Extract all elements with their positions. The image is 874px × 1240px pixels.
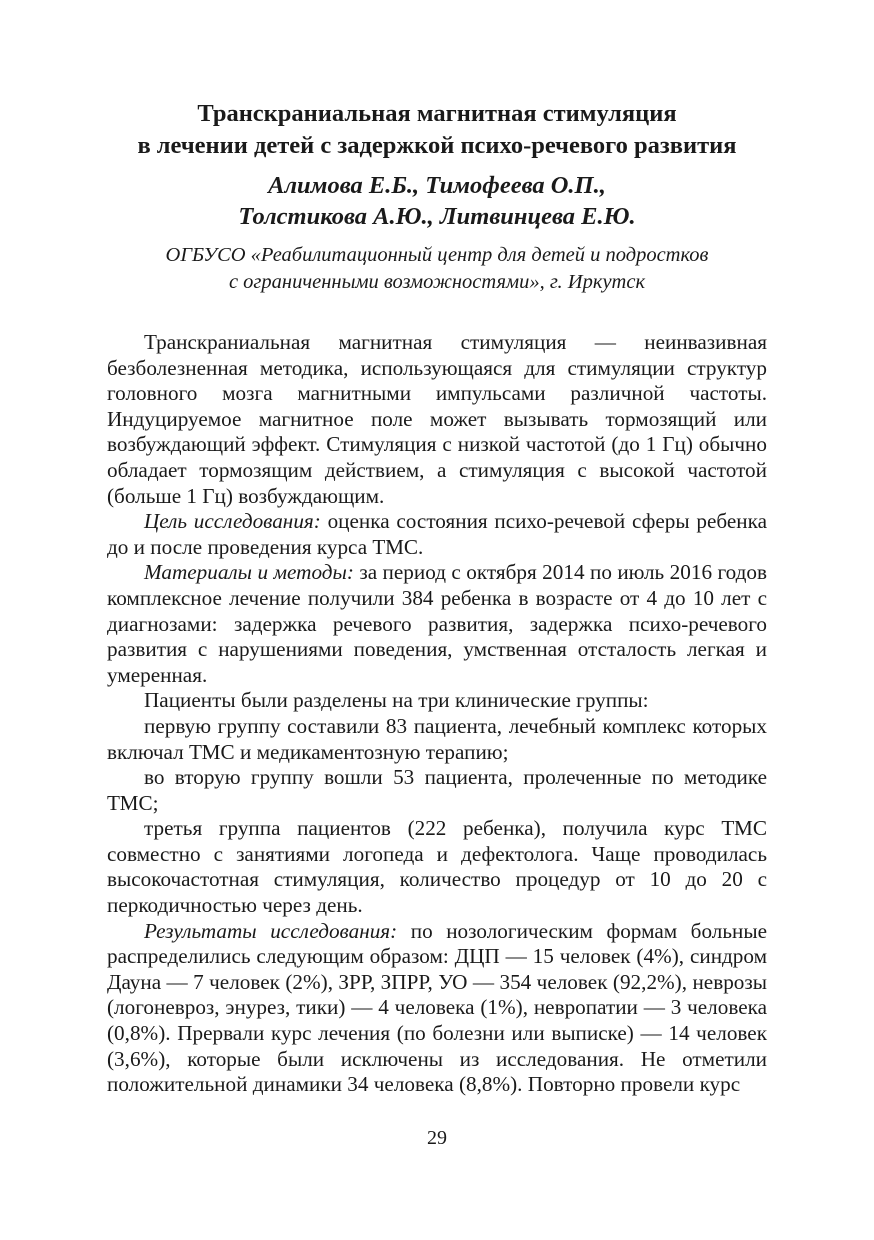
paragraph-intro: Транскраниальная магнитная стимуляция — неинвазивная безболезненная методика, использующаяся для стимуляции структур головного мозга магнитными импульсами различной частоты. Индуцируемое магнитное поле может вызывать тормозящий или возбуждающий эффект. Стимуляция с низкой частотой (до 1 Гц) обычно обладает тормозящим действием, а стимуляция с высокой частотой (больше 1 Гц) возбуждающим. (107, 330, 767, 508)
methods-label: Материалы и методы: (144, 560, 354, 585)
article-header (107, 98, 767, 296)
page-number: 29 (427, 1127, 447, 1149)
results-text: по нозологическим формам больные распределились следующим образом: ДЦП — 15 человек (4%), синдром Дауна — 7 человек (2%), ЗРР, ЗПРР, УО — 354 человек (92,2%), неврозы (логоневроз, энурез, тики) — 4 человека (1%), невропатии — 3 человека (0,8%). Прервали курс лечения (по болезни или выписке) — 14 человек (3,6%), которые были исключены из исследования. Не отметили положительной динамики 34 человека (8,8%). Повторно провели курс (107, 918, 767, 1097)
article-body (107, 330, 767, 1098)
paragraph-aim (107, 509, 767, 560)
title-line-2: в лечении детей с задержкой психо-речевого развития (137, 132, 737, 159)
authors-line-1: Алимова Е.Б., Тимофеева О.П., (268, 172, 606, 199)
aim-text: оценка состояния психо-речевой сферы ребенка до и после проведения курса ТМС. (107, 509, 767, 559)
results-label: Результаты исследования: (144, 918, 398, 943)
title-line-1: Транскраниальная магнитная стимуляция (197, 100, 677, 127)
paragraph-groups: Пациенты были разделены на три клинические группы: (144, 688, 649, 713)
paragraph-group-2: во вторую группу вошли 53 пациента, пролеченные по методике ТМС; (107, 765, 767, 815)
methods-text: за период с октября 2014 по июль 2016 годов комплексное лечение получили 384 ребенка в возрасте от 4 до 10 лет с диагнозами: задержка речевого развития, задержка психо-речевого развития с нарушениями поведения, умственная отсталость легкая и умеренная. (107, 560, 768, 687)
authors (107, 170, 767, 232)
document-page (107, 98, 767, 1098)
paragraph-group-1: первую группу составили 83 пациента, лечебный комплекс которых включал ТМС и медикаментозную терапию; (107, 713, 767, 764)
authors-line-2: Толстикова А.Ю., Литвинцева Е.Ю. (238, 203, 636, 230)
affiliation (107, 242, 767, 296)
article-title (107, 98, 767, 162)
aim-label: Цель исследования: (144, 509, 321, 534)
paragraph-methods (107, 560, 767, 688)
paragraph-group-3: третья группа пациентов (222 ребенка), получила курс ТМС совместно с занятиями логопеда и дефектолога. Чаще проводилась высокочастотная стимуляция, количество процедур от 10 до 20 с перкодичностью через день. (107, 816, 767, 918)
paragraph-results (107, 919, 767, 1098)
affiliation-line-2: с ограниченными возможностями», г. Иркутск (228, 271, 646, 293)
affiliation-line-1: ОГБУСО «Реабилитационный центр для детей и подростков (165, 244, 709, 266)
